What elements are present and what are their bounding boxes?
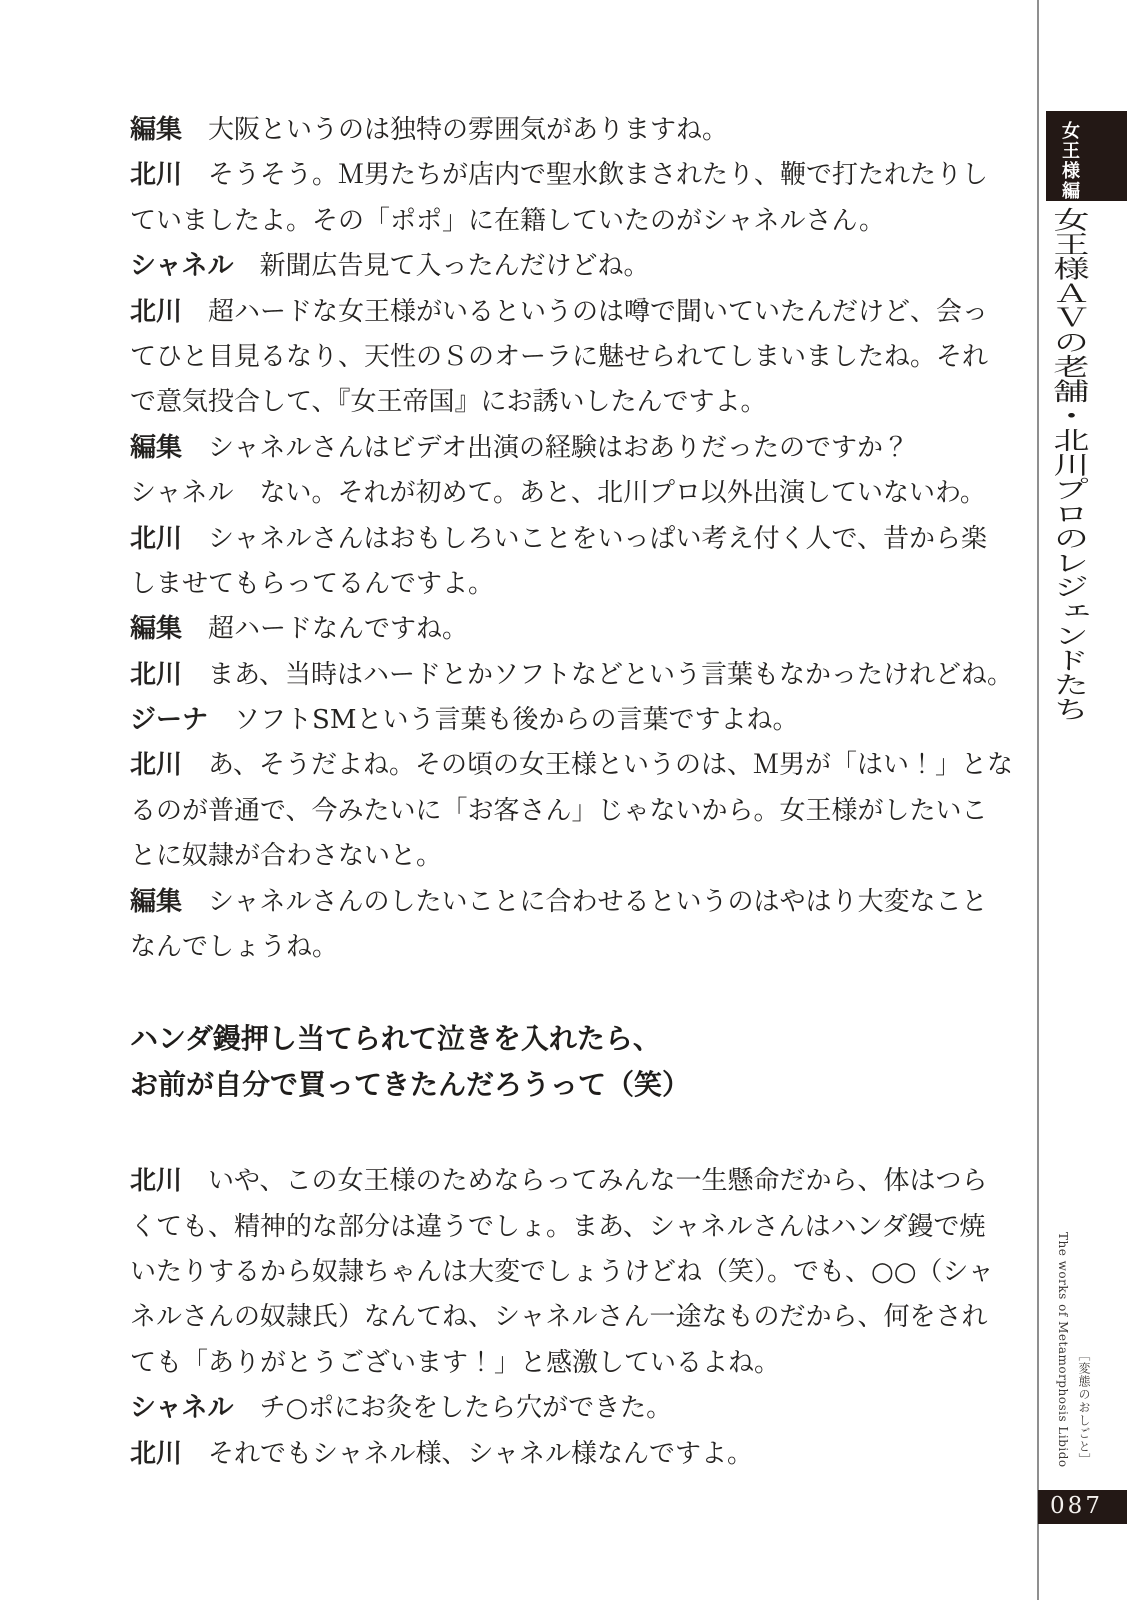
speaker-label: シャネル (130, 1393, 234, 1424)
dialogue-line: 北川 それでもシャネル様、シャネル様なんですよ。 (130, 1438, 753, 1469)
speaker-label: 北川 (130, 1438, 183, 1469)
series-title-japanese: ［変態のおしごと］ (1077, 1349, 1091, 1466)
page-number: 087 (1050, 1493, 1103, 1519)
dialogue-line: 北川 いや、この女王様のためならってみんな一生懸命だから、体はつら (130, 1166, 988, 1197)
speaker-label: 北川 (130, 1166, 183, 1197)
speaker-label: 北川 (130, 523, 183, 554)
dialogue-line: しませてもらってるんですよ。 (130, 568, 495, 599)
speaker-label: 編集 (130, 614, 183, 645)
dialogue-line: とに奴隷が合わさないと。 (130, 841, 443, 872)
dialogue-line: ジーナ ソフトSMという言葉も後からの言葉ですよね。 (130, 705, 799, 736)
dialogue-line: なんでしょうね。 (130, 932, 339, 963)
dialogue-line: ても「ありがとうございます！」と感激しているよね。 (130, 1347, 781, 1378)
dialogue-line: で意気投合して、『女王帝国』にお誘いしたんですよ。 (130, 387, 767, 418)
dialogue-line: シャネル ない。それが初めて。あと、北川プロ以外出演していないわ。 (130, 478, 986, 509)
speaker-label: シャネル (130, 251, 234, 282)
chapter-tab-label: 女王様編 (1059, 121, 1080, 201)
speaker-label: 編集 (130, 115, 183, 145)
speaker-label: 北川 (130, 659, 183, 690)
speaker-label: 北川 (130, 160, 183, 191)
speaker-label: ジーナ (130, 705, 209, 736)
dialogue-line: 編集 シャネルさんはビデオ出演の経験はおありだったのですか？ (130, 432, 909, 463)
section-heading (130, 1016, 1030, 1107)
chapter-title-vertical: 女王様ＡＶの老舗・北川プロのレジェンドたち (1048, 207, 1089, 722)
speaker-label: シャネル (130, 478, 234, 509)
dialogue-line: るのが普通で、今みたいに「お客さん」じゃないから。女王様がしたいこ (130, 795, 988, 826)
page-number-box (1038, 1490, 1127, 1524)
dialogue-line: 編集 超ハードなんですね。 (130, 614, 469, 645)
dialogue-line: 北川 まあ、当時はハードとかソフトなどという言葉もなかったけれどね。 (130, 659, 1013, 690)
interview-body (130, 108, 1030, 1477)
dialogue-line: 北川 シャネルさんはおもしろいことをいっぱい考え付く人で、昔から楽 (130, 523, 987, 554)
series-title-english: The works of Metamorphosis Libido (1056, 1232, 1070, 1468)
speaker-label: 北川 (130, 750, 183, 781)
dialogue-line: いたりするから奴隷ちゃんは大変でしょうけどね（笑）。でも、○○（シャ (130, 1256, 994, 1287)
dialogue-line: 編集 大阪というのは独特の雰囲気がありますね。 (130, 115, 729, 145)
chapter-tab (1046, 111, 1127, 201)
dialogue-line: ネルさんの奴隷氏）なんてね、シャネルさん一途なものだから、何をされ (130, 1302, 988, 1333)
speaker-label: 編集 (130, 432, 183, 463)
dialogue-line: 編集 シャネルさんのしたいことに合わせるというのはやはり大変なこと (130, 886, 988, 917)
dialogue-line: ていましたよ。その「ポポ」に在籍していたのがシャネルさん。 (130, 205, 886, 236)
speaker-label: 編集 (130, 886, 183, 917)
section-heading-line: ハンダ鏝押し当てられて泣きを入れたら、 (130, 1022, 661, 1056)
dialogue-line: てひと目見るなり、天性のＳのオーラに魅せられてしまいましたね。それ (130, 341, 989, 372)
speaker-label: 北川 (130, 296, 183, 327)
sidebar-divider-line (1037, 0, 1039, 1600)
section-heading-line: お前が自分で買ってきたんだろうって（笑） (130, 1067, 691, 1101)
dialogue-line: 北川 そうそう。Ｍ男たちが店内で聖水飲まされたり、鞭で打たれたりし (130, 160, 989, 191)
dialogue-line: シャネル チ○ポにお灸をしたら穴ができた。 (130, 1393, 673, 1424)
dialogue-line: シャネル 新聞広告見て入ったんだけどね。 (130, 251, 650, 282)
dialogue-line: 北川 超ハードな女王様がいるというのは噂で聞いていたんだけど、会っ (130, 296, 989, 327)
dialogue-line: 北川 あ、そうだよね。その頃の女王様というのは、Ｍ男が「はい！」とな (130, 750, 1013, 781)
dialogue-line: くても、精神的な部分は違うでしょ。まあ、シャネルさんはハンダ鏝で焼 (130, 1211, 986, 1242)
